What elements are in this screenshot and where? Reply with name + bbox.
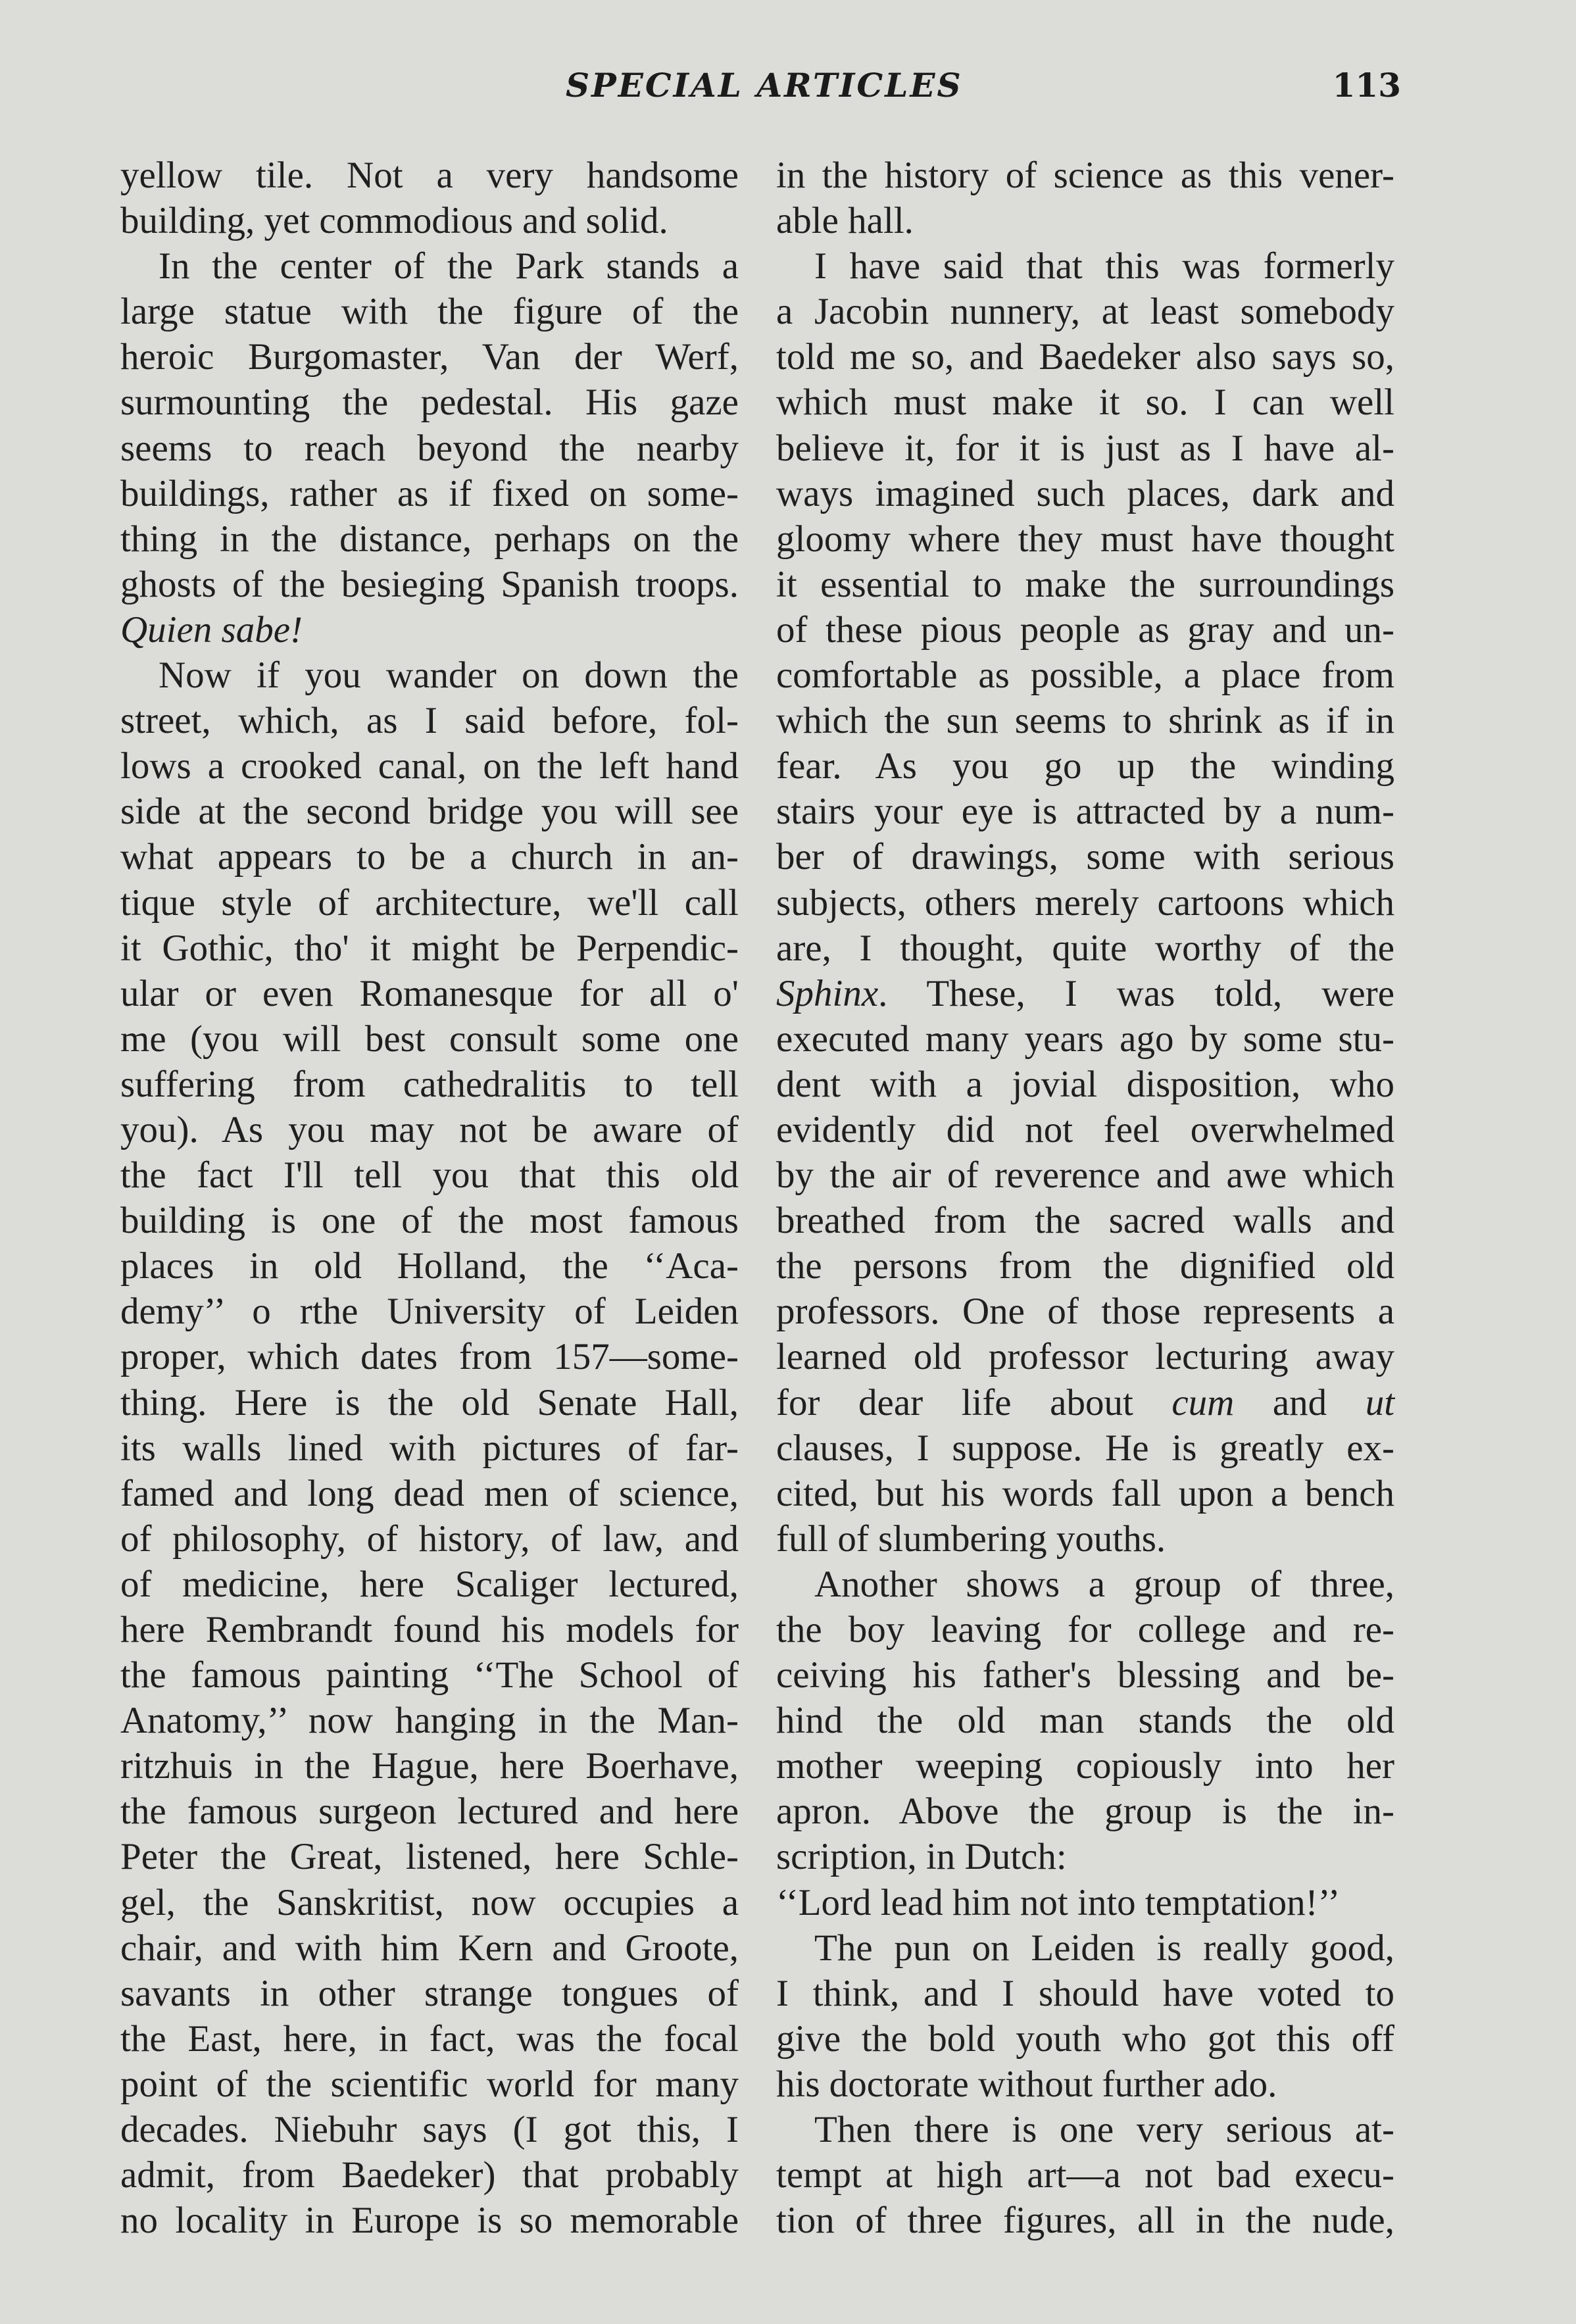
text-line: for dear life about cum and ut: [776, 1381, 1395, 1423]
text-line: gloomy where they must have thought: [776, 518, 1394, 560]
text-line: Peter the Great, listened, here Schle-: [120, 1836, 739, 1878]
text-line: believe it, for it is just as I have al-: [776, 427, 1394, 469]
text-line: thing in the distance, perhaps on the: [120, 518, 739, 560]
text-line: stairs your eye is attracted by a num-: [776, 791, 1394, 833]
text-line: Sphinx. These, I was told, were: [776, 972, 1394, 1014]
text-line: the boy leaving for college and re-: [776, 1609, 1394, 1650]
text-line: Quien sabe!: [120, 608, 303, 651]
text-line: comfortable as possible, a place from: [776, 655, 1394, 697]
text-line: me (you will best consult some one: [120, 1018, 739, 1060]
text-line: it essential to make the surroundings: [776, 563, 1394, 605]
text-line: its walls lined with pictures of far-: [120, 1427, 739, 1469]
text-line: which must make it so. I can well: [776, 382, 1394, 424]
text-line: tique style of architecture, we'll call: [120, 881, 739, 924]
text-line: heroic Burgomaster, Van der Werf,: [120, 336, 739, 378]
text-line: mother weeping copiously into her: [776, 1745, 1394, 1787]
text-line: seems to reach beyond the nearby: [120, 427, 739, 469]
text-line: of medicine, here Scaliger lectured,: [120, 1563, 739, 1605]
text-line: professors. One of those represents a: [776, 1291, 1394, 1333]
text-line: subjects, others merely cartoons which: [776, 881, 1394, 924]
text-line: give the bold youth who got this off: [776, 2017, 1394, 2060]
text-line: evidently did not feel overwhelmed: [776, 1108, 1394, 1150]
text-line: yellow tile. Not a very handsome: [120, 155, 739, 196]
text-line: Anatomy,’’ now hanging in the Man-: [120, 1700, 739, 1742]
text-line: apron. Above the group is the in-: [776, 1791, 1394, 1833]
text-line: learned old professor lecturing away: [776, 1336, 1394, 1378]
text-line: clauses, I suppose. He is greatly ex-: [776, 1427, 1394, 1469]
text-line: side at the second bridge you will see: [120, 791, 739, 833]
text-line: the fact I'll tell you that this old: [120, 1154, 739, 1197]
text-line: gel, the Sanskritist, now occupies a: [120, 1881, 739, 1923]
text-line: ways imagined such places, dark and: [776, 472, 1394, 514]
text-line: ritzhuis in the Hague, here Boerhave,: [120, 1745, 739, 1787]
text-line: of these pious people as gray and un-: [776, 608, 1394, 651]
text-line: told me so, and Baedeker also says so,: [776, 336, 1394, 378]
text-line: famed and long dead men of science,: [120, 1472, 739, 1514]
text-line: building is one of the most famous: [120, 1200, 739, 1242]
text-line: point of the scientific world for many: [120, 2063, 739, 2105]
text-line: thing. Here is the old Senate Hall,: [120, 1381, 739, 1423]
text-line: surmounting the pedestal. His gaze: [120, 382, 739, 424]
text-line: are, I thought, quite worthy of the: [776, 927, 1394, 969]
text-line: ber of drawings, some with serious: [776, 836, 1394, 878]
text-line: the famous painting ‘‘The School of: [120, 1654, 739, 1696]
text-line: tion of three figures, all in the nude,: [776, 2200, 1394, 2242]
page-header: [118, 66, 1401, 118]
text-line: tempt at high art—a not bad execu-: [776, 2154, 1394, 2196]
text-line: I have said that this was formerly: [814, 245, 1394, 287]
text-line: places in old Holland, the ‘‘Aca-: [120, 1245, 739, 1287]
text-line: no locality in Europe is so memorable: [120, 2200, 739, 2242]
text-line: suffering from cathedralitis to tell: [120, 1063, 739, 1105]
text-line: building, yet commodious and solid.: [120, 200, 668, 242]
text-line: buildings, rather as if fixed on some-: [120, 472, 739, 514]
text-line: savants in other strange tongues of: [120, 1972, 739, 2014]
text-line: demy’’ o rthe University of Leiden: [120, 1291, 739, 1333]
text-line: able hall.: [776, 200, 914, 242]
text-line: hind the old man stands the old: [776, 1700, 1394, 1742]
text-line: proper, which dates from 157—some-: [120, 1336, 739, 1378]
text-line: scription, in Dutch:: [776, 1836, 1067, 1878]
text-line: it Gothic, tho' it might be Perpendic-: [120, 927, 739, 969]
text-line: which the sun seems to shrink as if in: [776, 700, 1394, 742]
text-line: Then there is one very serious at-: [814, 2109, 1394, 2151]
text-line: dent with a jovial disposition, who: [776, 1063, 1394, 1105]
text-line: in the history of science as this vener-: [776, 155, 1394, 196]
text-line: decades. Niebuhr says (I got this, I: [120, 2109, 739, 2151]
text-line: here Rembrandt found his models for: [120, 1609, 739, 1650]
text-line: ghosts of the besieging Spanish troops.: [120, 563, 739, 605]
text-line: Another shows a group of three,: [814, 1563, 1394, 1605]
text-line: ular or even Romanesque for all o': [120, 972, 739, 1014]
text-line: by the air of reverence and awe which: [776, 1154, 1394, 1197]
text-line: ceiving his father's blessing and be-: [776, 1654, 1394, 1696]
text-line: cited, but his words fall upon a bench: [776, 1472, 1394, 1514]
text-line: full of slumbering youths.: [776, 1518, 1166, 1560]
text-line: street, which, as I said before, fol-: [120, 700, 739, 742]
text-line: ‘‘Lord lead him not into temptation!’’: [776, 1881, 1341, 1923]
text-line: executed many years ago by some stu-: [776, 1018, 1394, 1060]
text-line: breathed from the sacred walls and: [776, 1200, 1394, 1242]
left-column: [120, 153, 739, 2243]
text-line: fear. As you go up the winding: [776, 745, 1394, 787]
text-line: of philosophy, of history, of law, and: [120, 1518, 739, 1560]
right-column: [776, 153, 1394, 2243]
text-line: his doctorate without further ado.: [776, 2063, 1277, 2105]
text-line: a Jacobin nunnery, at least somebody: [776, 291, 1394, 333]
text-line: the persons from the dignified old: [776, 1245, 1394, 1287]
text-line: chair, and with him Kern and Groote,: [120, 1927, 739, 1969]
text-line: I think, and I should have voted to: [776, 1972, 1394, 2014]
page-number: 113: [1332, 66, 1401, 105]
text-line: large statue with the figure of the: [120, 291, 739, 333]
text-line: The pun on Leiden is really good,: [814, 1927, 1394, 1969]
text-line: admit, from Baedeker) that probably: [120, 2154, 739, 2196]
text-line: what appears to be a church in an-: [120, 836, 739, 878]
text-line: the famous surgeon lectured and here: [120, 1791, 739, 1833]
text-line: Now if you wander on down the: [159, 655, 739, 697]
text-line: In the center of the Park stands a: [159, 245, 739, 287]
text-line: the East, here, in fact, was the focal: [120, 2017, 739, 2060]
text-line: lows a crooked canal, on the left hand: [120, 745, 739, 787]
text-line: you). As you may not be aware of: [120, 1108, 739, 1150]
running-title: SPECIAL ARTICLES: [566, 66, 963, 105]
